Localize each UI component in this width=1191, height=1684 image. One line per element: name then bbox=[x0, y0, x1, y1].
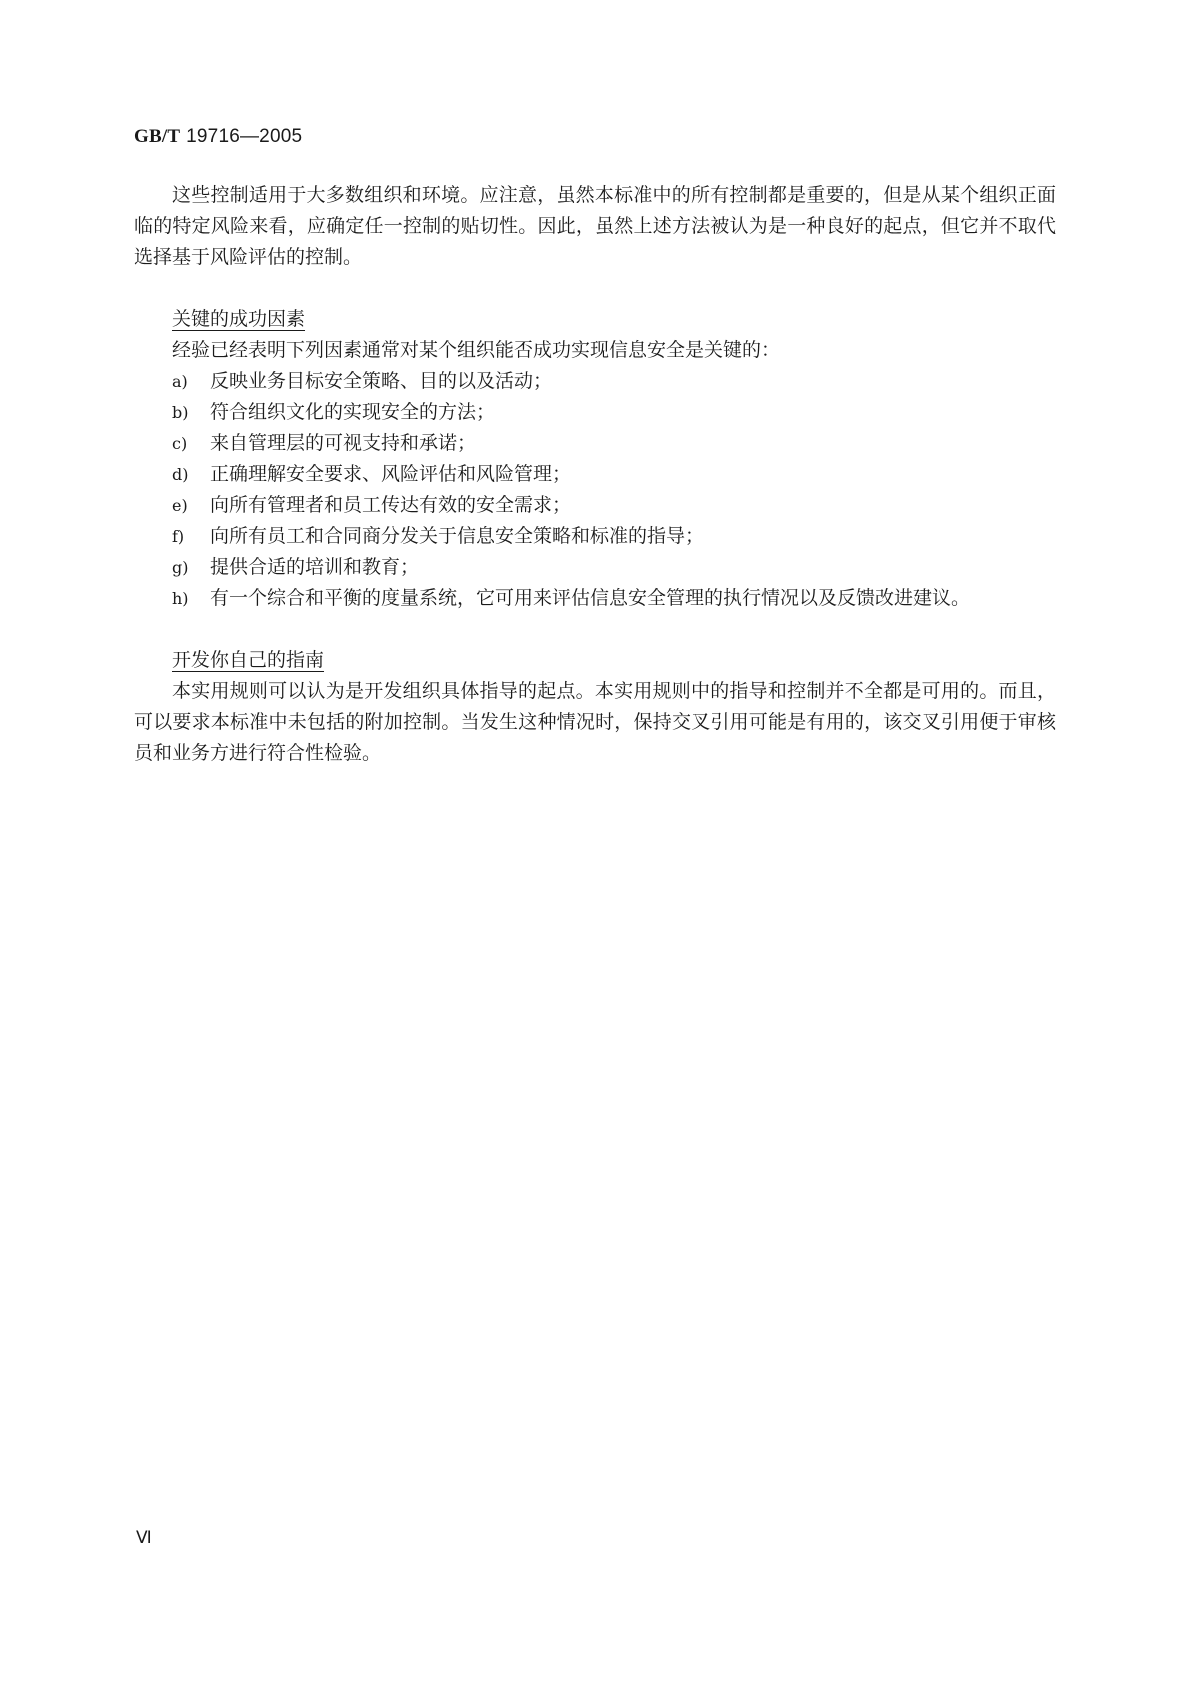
standard-number: 19716—2005 bbox=[186, 126, 303, 147]
guidelines-paragraph: 本实用规则可以认为是开发组织具体指导的起点。本实用规则中的指导和控制并不全都是可用的。而且，可以要求本标准中未包括的附加控制。当发生这种情况时，保持交叉引用可能是有用的，该交叉引用便于审核员和业务方进行符合性检验。 bbox=[134, 680, 1056, 764]
list-item bbox=[134, 552, 1056, 583]
list-item-text: 正确理解安全要求、风险评估和风险管理； bbox=[210, 463, 572, 485]
list-item-text: 向所有管理者和员工传达有效的安全需求； bbox=[210, 494, 572, 516]
success-factors-section bbox=[134, 304, 1056, 614]
list-item bbox=[134, 459, 1056, 490]
list-item-text: 有一个综合和平衡的度量系统，它可用来评估信息安全管理的执行情况以及反馈改进建议。 bbox=[210, 587, 971, 609]
list-marker: g) bbox=[172, 558, 189, 577]
list-item-text: 来自管理层的可视支持和承诺； bbox=[210, 432, 477, 454]
list-item bbox=[134, 397, 1056, 428]
list-item bbox=[134, 366, 1056, 397]
intro-paragraph: 这些控制适用于大多数组织和环境。应注意，虽然本标准中的所有控制都是重要的，但是从某个组织正面临的特定风险来看，应确定任一控制的贴切性。因此，虽然上述方法被认为是一种良好的起点，但它并不取代选择基于风险评估的控制。 bbox=[134, 184, 1056, 268]
success-factors-lead: 经验已经表明下列因素通常对某个组织能否成功实现信息安全是关键的： bbox=[172, 339, 781, 361]
list-marker: h) bbox=[172, 589, 189, 608]
page-content bbox=[134, 180, 1056, 769]
list-item bbox=[134, 428, 1056, 459]
list-marker: f) bbox=[172, 527, 185, 546]
list-marker: b) bbox=[172, 403, 189, 422]
list-item-text: 反映业务目标安全策略、目的以及活动； bbox=[210, 370, 553, 392]
list-marker: e) bbox=[172, 496, 188, 515]
page-number: Ⅵ bbox=[136, 1528, 152, 1547]
list-item-text: 向所有员工和合同商分发关于信息安全策略和标准的指导； bbox=[210, 525, 705, 547]
success-factors-list bbox=[134, 366, 1056, 614]
success-factors-heading: 关键的成功因素 bbox=[172, 308, 306, 330]
list-item-text: 符合组织文化的实现安全的方法； bbox=[210, 401, 496, 423]
list-item-text: 提供合适的培训和教育； bbox=[210, 556, 420, 578]
list-marker: c) bbox=[172, 434, 188, 453]
list-item bbox=[134, 583, 1056, 614]
list-marker: a) bbox=[172, 372, 188, 391]
document-header bbox=[134, 126, 302, 148]
list-marker: d) bbox=[172, 465, 189, 484]
standard-code: GB/T bbox=[134, 126, 181, 147]
guidelines-section bbox=[134, 645, 1056, 769]
list-item bbox=[134, 490, 1056, 521]
list-item bbox=[134, 521, 1056, 552]
guidelines-heading: 开发你自己的指南 bbox=[172, 649, 325, 671]
